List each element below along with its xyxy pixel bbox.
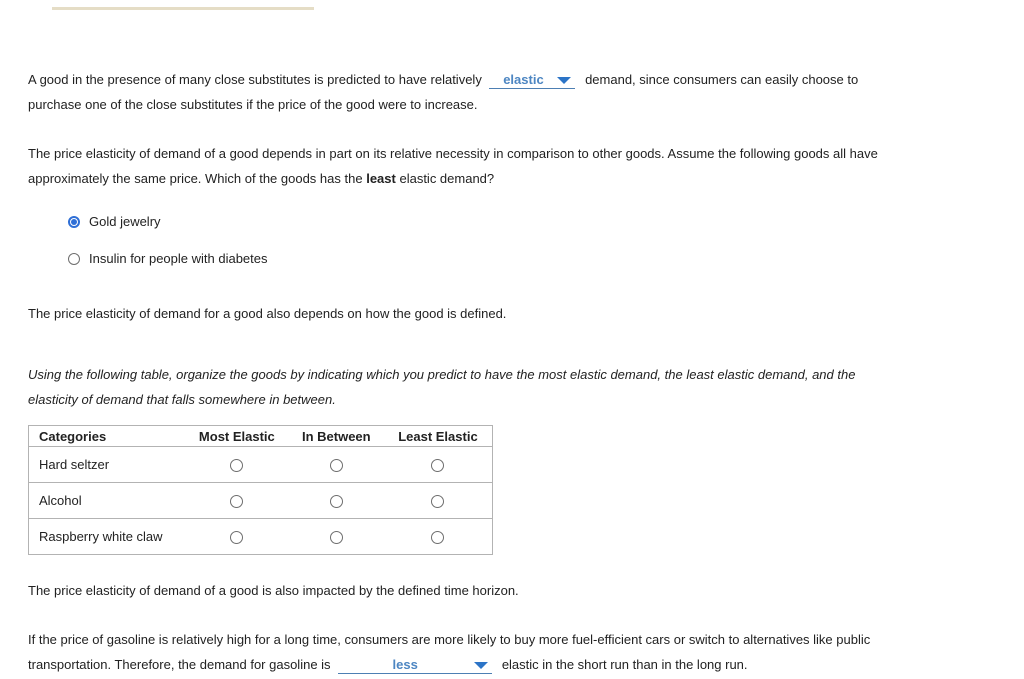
option-label: Insulin for people with diabetes — [89, 251, 268, 266]
row-label: Hard seltzer — [29, 447, 186, 483]
question-4 — [28, 363, 988, 412]
column-header: Least Elastic — [384, 426, 493, 447]
q2-line-2-pre: approximately the same price. Which of the goods has the — [28, 170, 363, 186]
question-1 — [28, 68, 988, 117]
radio-button[interactable] — [68, 253, 80, 265]
column-header: Most Elastic — [185, 426, 289, 447]
q1-line-2: purchase one of the close substitutes if the price of the good were to increase. — [28, 96, 478, 112]
table-header-row — [29, 426, 493, 447]
radio-button[interactable] — [330, 495, 343, 508]
elasticity-table — [28, 425, 493, 555]
question-5 — [28, 579, 988, 604]
top-progress-bar — [52, 7, 314, 10]
option-gold-jewelry[interactable] — [68, 214, 161, 229]
q2-line-1: The price elasticity of demand of a good depends in part on its relative necessity in comparison to other goods. Assume the following goods all have — [28, 146, 878, 161]
option-insulin[interactable] — [68, 251, 268, 266]
table-row — [29, 483, 493, 519]
q6-line-2-post: elastic in the short run than in the long run. — [501, 656, 748, 672]
radio-button[interactable] — [230, 495, 243, 508]
radio-button[interactable] — [330, 459, 343, 472]
q2-line-2-post: elastic demand? — [399, 170, 495, 186]
table-row — [29, 519, 493, 555]
q2-emphasis: least — [366, 170, 396, 186]
radio-button[interactable] — [330, 531, 343, 544]
table-row — [29, 447, 493, 483]
q4-line-2: elasticity of demand that falls somewhere in between. — [28, 391, 336, 407]
radio-button[interactable] — [230, 459, 243, 472]
radio-button[interactable] — [230, 531, 243, 544]
chevron-down-icon — [557, 77, 571, 84]
q5-text: The price elasticity of demand of a good is also impacted by the defined time horizon. — [28, 583, 519, 598]
question-6 — [28, 628, 988, 677]
q6-line-2-pre: transportation. Therefore, the demand for gasoline is — [28, 656, 331, 672]
elasticity-dropdown-2[interactable] — [338, 657, 492, 674]
row-label: Raspberry white claw — [29, 519, 186, 555]
radio-button-selected[interactable] — [68, 216, 80, 228]
q3-text: The price elasticity of demand for a good also depends on how the good is defined. — [28, 306, 507, 321]
chevron-down-icon — [474, 662, 488, 669]
question-3 — [28, 302, 988, 327]
column-header: Categories — [29, 426, 186, 447]
radio-button[interactable] — [431, 459, 444, 472]
q1-text-before: A good in the presence of many close substitutes is predicted to have relatively — [28, 72, 482, 87]
row-label: Alcohol — [29, 483, 186, 519]
column-header: In Between — [289, 426, 384, 447]
elasticity-dropdown-1-value: elastic — [503, 72, 544, 87]
q1-text-after: demand, since consumers can easily choose to — [585, 72, 859, 87]
elasticity-dropdown-1[interactable] — [489, 72, 575, 89]
q6-line-1: If the price of gasoline is relatively high for a long time, consumers are more likely to buy more fuel-efficient cars or switch to alternatives like public — [28, 632, 871, 647]
radio-button[interactable] — [431, 495, 444, 508]
radio-button[interactable] — [431, 531, 444, 544]
question-2 — [28, 142, 988, 191]
q4-line-1: Using the following table, organize the goods by indicating which you predict to have the most elastic demand, the least elastic demand, and the — [28, 367, 856, 382]
option-label: Gold jewelry — [89, 214, 161, 229]
elasticity-dropdown-2-value: less — [392, 656, 418, 672]
